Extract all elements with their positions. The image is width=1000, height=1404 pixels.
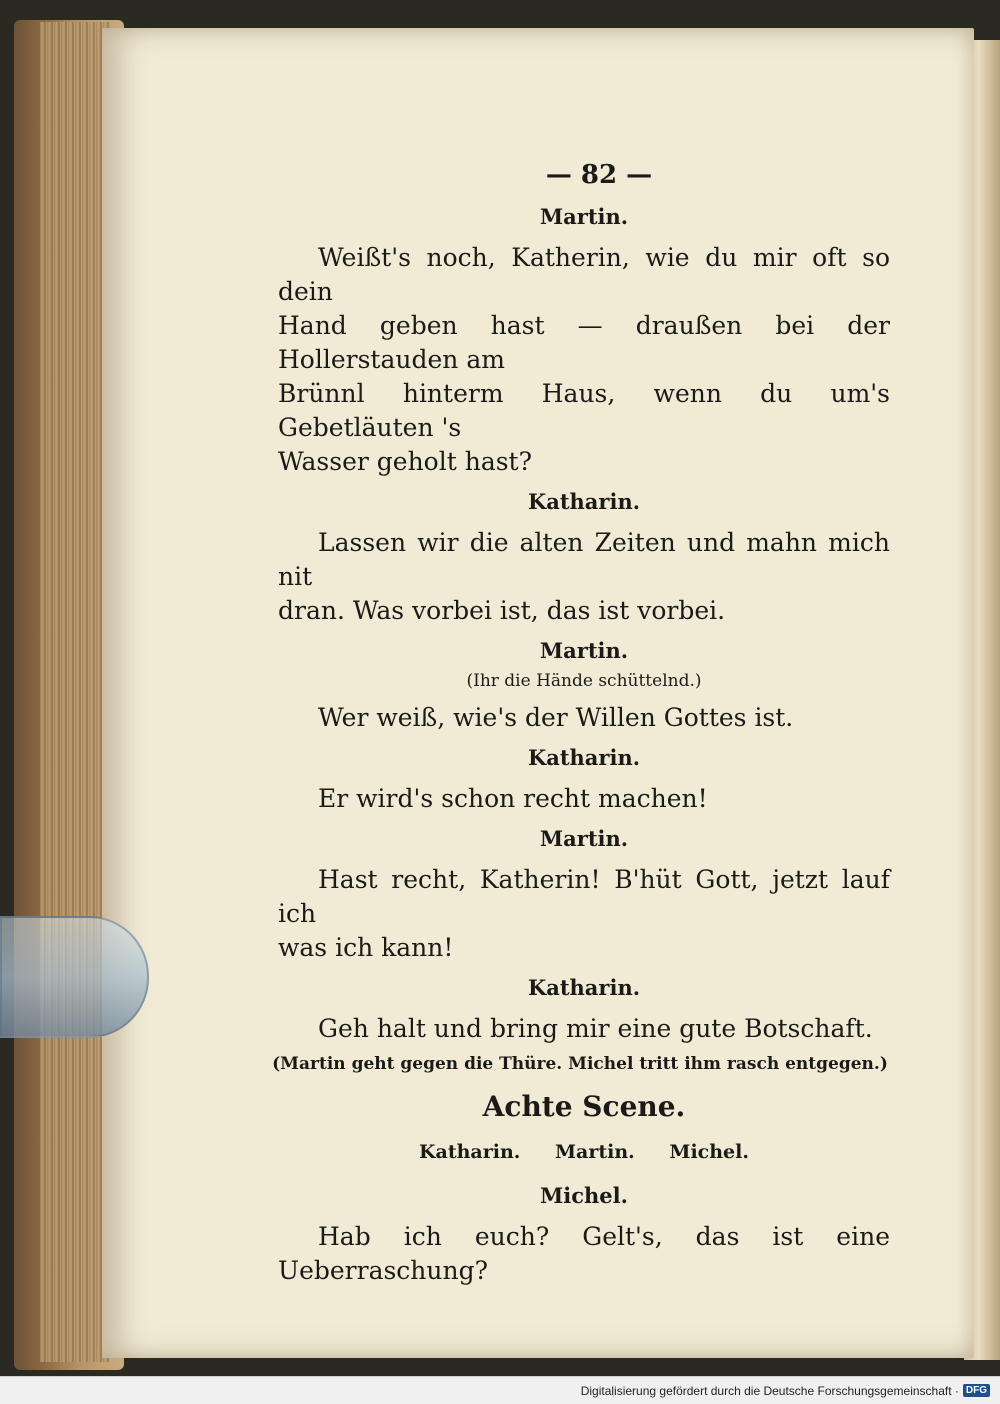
text-line: Wasser geholt hast? [278,447,533,476]
text-line: Weißt's noch, Katherin, wie du mir oft so dein [278,243,890,306]
cast-member: Martin. [555,1141,635,1163]
speaker-label: Michel. [540,1183,628,1208]
speaker-label: Katharin. [527,745,641,770]
text-line: Lassen wir die alten Zeiten und mahn mich nit [278,528,890,591]
text-line: Wer weiß, wie's der Willen Gottes ist. [318,703,794,732]
scene-title: Achte Scene. [482,1090,686,1123]
text-line: dran. Was vorbei ist, das ist vorbei. [278,596,726,625]
text-line: Geh halt und bring mir eine gute Botschaft. [318,1014,873,1043]
cast-list [278,1141,890,1163]
footer-bar [0,1376,1000,1404]
speaker-label: Martin. [539,638,629,663]
page-stack [40,22,110,1362]
page-content [272,160,890,1288]
speaker-label: Martin. [539,826,629,851]
text-line: was ich kann! [278,933,454,962]
stage-direction: (Ihr die Hände schüttelnd.) [466,671,702,691]
dfg-logo-icon: DFG [963,1384,990,1397]
footer-credit: Digitalisierung gefördert durch die Deutsche Forschungsgemeinschaft · [580,1383,959,1398]
stage-direction: (Martin geht gegen die Thüre. Michel tritt ihm rasch entgegen.) [272,1054,888,1074]
speaker-label: Katharin. [527,489,641,514]
text-line: Brünnl hinterm Haus, wenn du um's Gebetläuten 's [278,379,890,442]
speaker-label: Katharin. [527,975,641,1000]
page-clip [0,916,149,1038]
text-line: Er wird's schon recht machen! [318,784,708,813]
page-number: — 82 — [545,160,653,190]
cast-member: Michel. [669,1141,749,1163]
text-line: Hand geben hast — draußen bei der Hollerstauden am [278,311,890,374]
speaker-label: Martin. [539,204,629,229]
text-line: Hab ich euch? Gelt's, das ist eine Ueberraschung? [278,1222,890,1285]
text-line: Hast recht, Katherin! B'hüt Gott, jetzt lauf ich [278,865,890,928]
cast-member: Katharin. [419,1141,521,1163]
